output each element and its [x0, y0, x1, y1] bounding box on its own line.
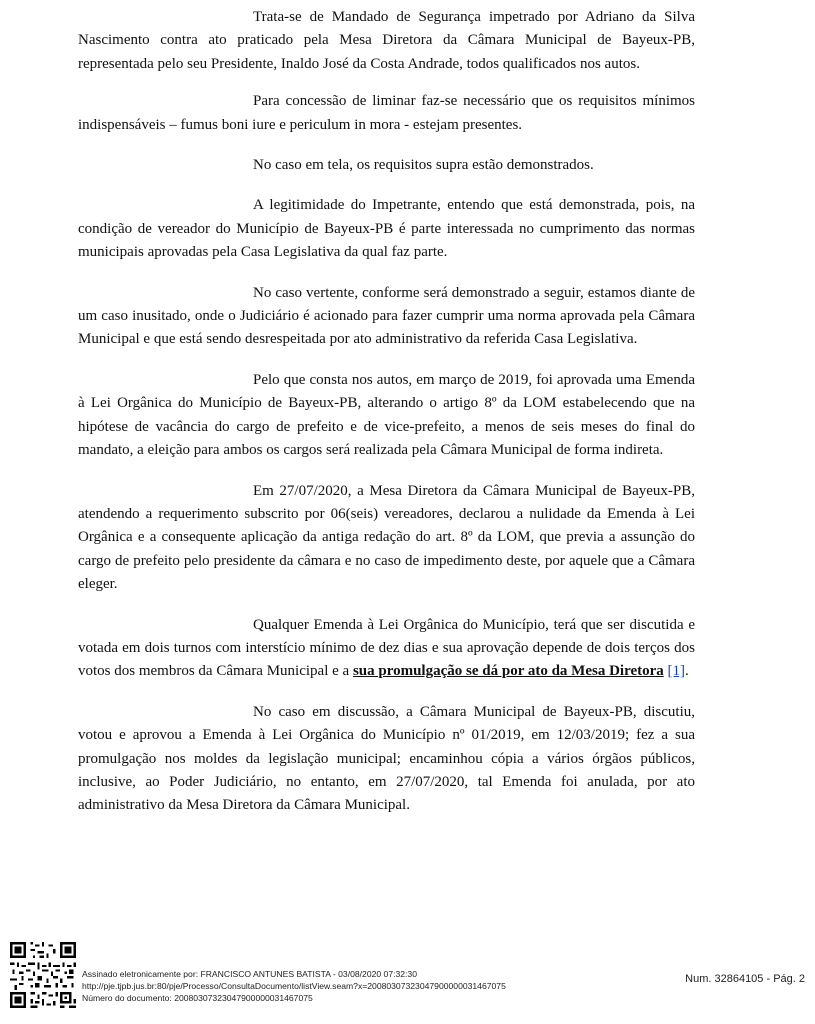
paragraph: Trata-se de Mandado de Segurança impetrado por Adriano da Silva Nascimento contra ato praticado pela Mesa Diretora da Câmara Municipal de Bayeux-PB, representada pelo seu Presidente, Inaldo José da Costa Andrade, todos qualificados nos autos.	[78, 9, 695, 72]
paragraph: Para concessão de liminar faz-se necessário que os requisitos mínimos indispensáveis – fumus boni iure e periculum in mora - estejam presentes.	[78, 93, 695, 133]
paragraph: Pelo que consta nos autos, em março de 2019, foi aprovada uma Emenda à Lei Orgânica do Município de Bayeux-PB, alterando o artigo 8º da LOM estabelecendo que na hipótese de vacância do cargo de prefeito e de vice-prefeito, a menos de seis meses do final do mandato, a eleição para ambos os cargos será realizada pela Câmara Municipal de forma indireta.	[78, 371, 695, 459]
footnote-link[interactable]: [1]	[667, 663, 686, 680]
paragraph: No caso em discussão, a Câmara Municipal de Bayeux-PB, discutiu, votou e aprovou a Emenda à Lei Orgânica do Município nº 01/2019, em 12/03/2019; fez a sua promulgação nos moldes da legislação municipal; encaminhou cópia a vários órgãos públicos, inclusive, ao Poder Judiciário, no entanto, em 27/07/2020, tal Emenda foi anulada, por ato administrativo da Mesa Diretora da Câmara Municipal.	[78, 703, 695, 814]
paragraph: Em 27/07/2020, a Mesa Diretora da Câmara Municipal de Bayeux-PB, atendendo a requerimento subscrito por 06(seis) vereadores, declarou a nulidade da Emenda à Lei Orgânica e a consequente aplicação da antiga redação do art. 8º da LOM, que previa a assunção do cargo de prefeito pelo presidente da câmara e no caso de impedimento deste, por aquele que a Câmara eleger.	[78, 482, 695, 593]
signed-by-line: Assinado eletronicamente por: FRANCISCO ANTUNES BATISTA - 03/08/2020 07:32:30	[82, 969, 417, 979]
document-number: Número do documento: 20080307323047900000031467075	[82, 993, 313, 1003]
signature-info	[82, 968, 506, 1004]
paragraph: No caso vertente, conforme será demonstrado a seguir, estamos diante de um caso inusitado, onde o Judiciário é acionado para fazer cumprir uma norma aprovada pela Câmara Municipal e que está sendo desrespeitada por ato administrativo da referida Casa Legislativa.	[78, 284, 695, 348]
paragraph-with-footnote	[78, 614, 695, 684]
qr-code-icon	[10, 942, 76, 1008]
paragraph: No caso em tela, os requisitos supra estão demonstrados.	[253, 157, 594, 174]
document-body	[78, 6, 695, 835]
paragraph-text: Qualquer Emenda à Lei Orgânica do Município, terá que ser discutida e votada em dois turnos com interstício mínimo de dez dias e sua aprovação depende de dois terços dos votos dos membros da Câmara Municipal e a	[78, 616, 695, 680]
paragraph-text-end: .	[685, 663, 689, 680]
page-number: Num. 32864105 - Pág. 2	[685, 973, 805, 985]
paragraph: A legitimidade do Impetrante, entendo que está demonstrada, pois, na condição de vereador do Município de Bayeux-PB é parte interessada no cumprimento das normas municipais aprovadas pela Casa Legislativa da qual faz parte.	[78, 197, 695, 261]
document-url[interactable]: http://pje.tjpb.jus.br:80/pje/Processo/ConsultaDocumento/listView.seam?x=20080307323047900000031467075	[82, 981, 506, 991]
emphasis-text: sua promulgação se dá por ato da Mesa Diretora	[352, 663, 664, 680]
signature-footer	[0, 938, 815, 1024]
